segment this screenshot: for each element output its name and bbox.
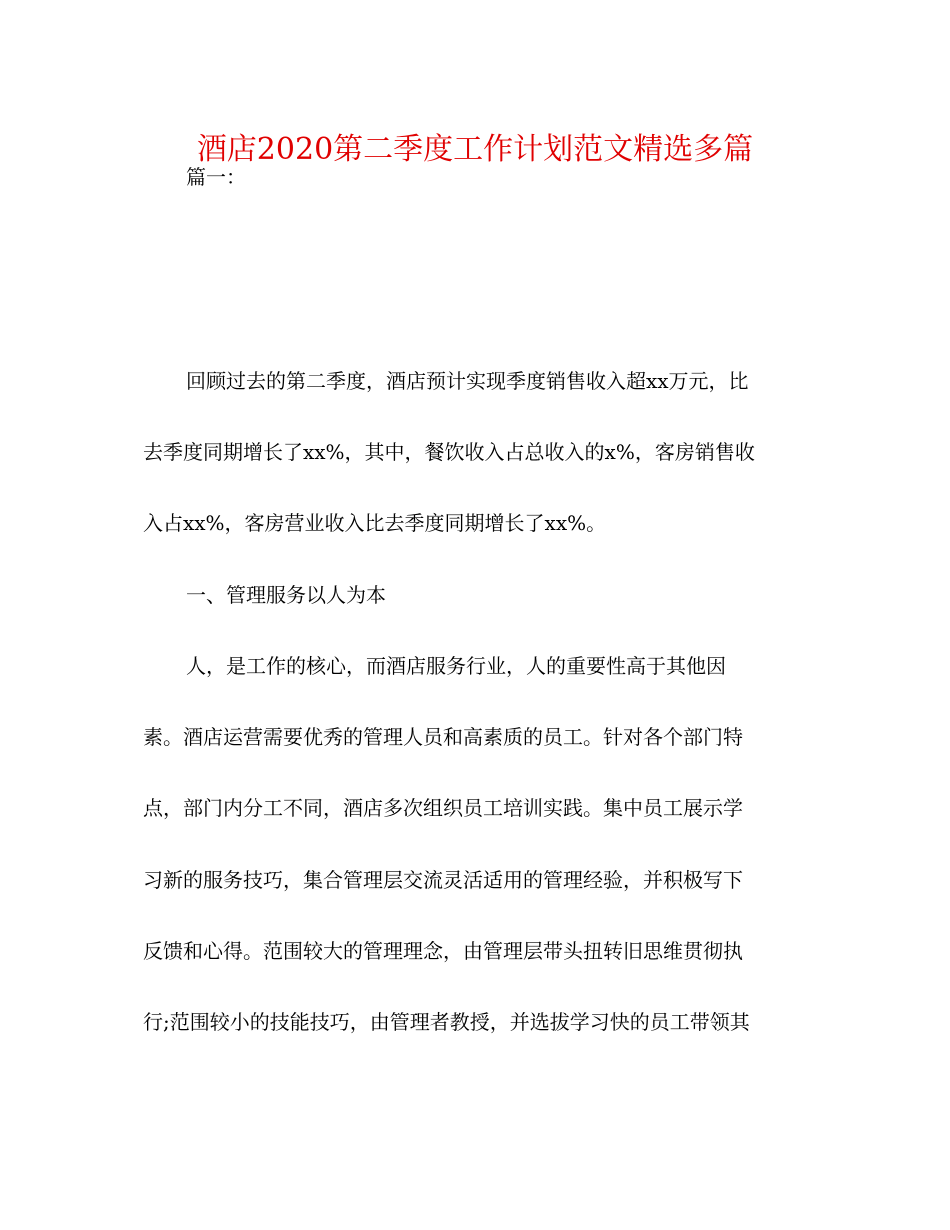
paragraph-line: 行;范围较小的技能技巧，由管理者教授，并选拔学习快的员工带领其	[143, 1010, 750, 1034]
section-label: 篇一：	[186, 165, 246, 189]
paragraph-line: 习新的服务技巧，集合管理层交流灵活适用的管理经验，并积极写下	[143, 868, 743, 892]
paragraph-line: 反馈和心得。范围较大的管理理念，由管理层带头扭转旧思维贯彻执	[143, 939, 743, 963]
document-title: 酒店2020第二季度工作计划范文精选多篇	[196, 132, 754, 167]
paragraph-line: 点，部门内分工不同，酒店多次组织员工培训实践。集中员工展示学	[143, 796, 743, 820]
paragraph-line: 去季度同期增长了xx%，其中，餐饮收入占总收入的x%，客房销售收	[143, 440, 755, 464]
paragraph-line: 回顾过去的第二季度，酒店预计实现季度销售收入超xx万元，比	[186, 369, 749, 393]
paragraph-line: 素。酒店运营需要优秀的管理人员和高素质的员工。针对各个部门特	[143, 725, 743, 749]
paragraph-line: 入占xx%，客房营业收入比去季度同期增长了xx%。	[143, 511, 607, 535]
paragraph-line: 人，是工作的核心，而酒店服务行业，人的重要性高于其他因	[186, 654, 726, 678]
section-heading: 一、管理服务以人为本	[186, 583, 386, 607]
